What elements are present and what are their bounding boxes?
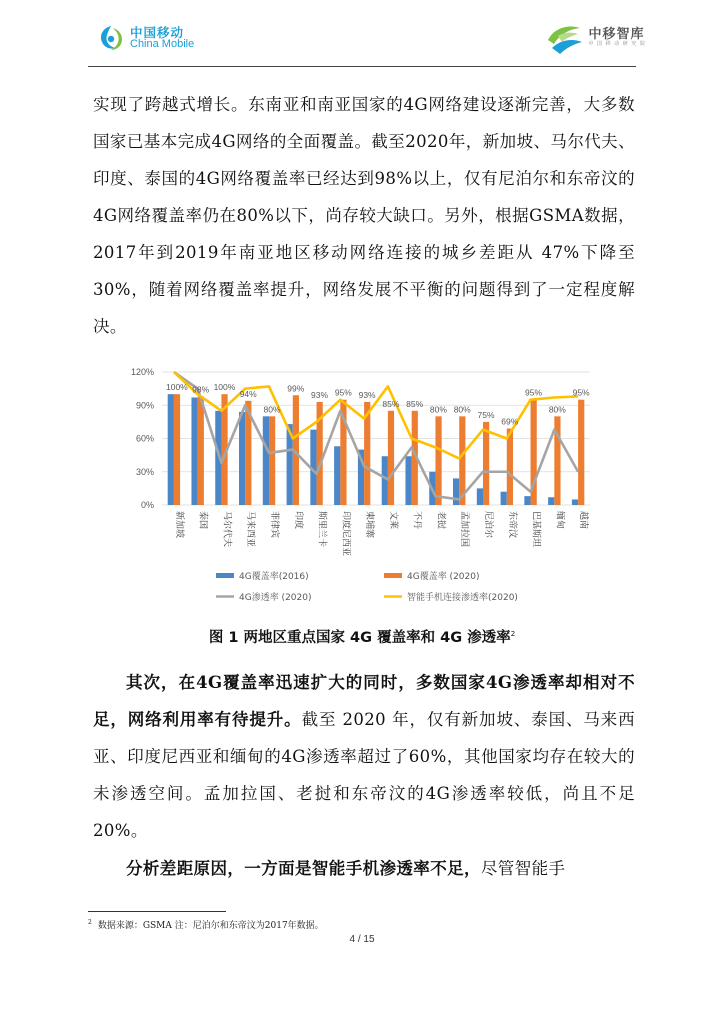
bar-4g-coverage-2020	[578, 400, 584, 505]
data-label: 80%	[548, 404, 566, 415]
bar-4g-coverage-2016	[405, 456, 411, 505]
data-label: 80%	[263, 404, 281, 415]
data-label: 94%	[239, 388, 257, 399]
china-mobile-logo-icon	[95, 22, 127, 54]
y-tick-label: 30%	[135, 466, 154, 477]
header-divider	[88, 66, 636, 67]
bar-4g-coverage-2016	[501, 492, 507, 505]
paragraph-3-bold-lead: 分析差距原因，一方面是智能手机渗透率不足，	[126, 859, 481, 878]
x-category-label: 印度尼西亚	[340, 511, 351, 557]
x-category-label: 马尔代夫	[221, 511, 232, 548]
figure-caption	[0, 626, 724, 647]
legend-label: 4G渗透率 (2020)	[239, 593, 312, 603]
data-label: 95%	[525, 387, 543, 398]
bar-4g-coverage-2016	[548, 497, 554, 505]
x-category-label: 巴基斯坦	[530, 511, 541, 548]
bar-4g-coverage-2020	[174, 394, 180, 505]
y-tick-label: 120%	[130, 367, 154, 377]
data-label: 93%	[358, 389, 376, 400]
x-category-label: 老挝	[435, 511, 446, 530]
page-number: 4 / 15	[349, 934, 375, 945]
footnote	[88, 918, 324, 931]
bar-4g-coverage-2016	[382, 456, 388, 505]
data-label: 80%	[453, 404, 471, 415]
footnote-number: 2	[88, 919, 92, 926]
body-paragraph-2	[93, 664, 635, 849]
bar-4g-coverage-2016	[191, 397, 197, 505]
y-tick-label: 90%	[135, 400, 154, 411]
cmri-think-tank-logo	[544, 20, 646, 56]
data-label: 100%	[213, 382, 236, 393]
data-label: 95%	[334, 387, 352, 398]
x-category-label: 不丹	[411, 511, 422, 530]
data-label: 75%	[477, 409, 495, 420]
data-label: 95%	[572, 387, 590, 398]
bar-4g-coverage-2016	[168, 394, 174, 505]
bar-4g-coverage-2020	[483, 422, 489, 505]
x-category-label: 印度	[292, 511, 303, 530]
legend-label: 4G覆盖率(2016)	[239, 572, 309, 582]
x-category-label: 柬埔寨	[364, 511, 375, 539]
x-category-label: 尼泊尔	[483, 511, 493, 539]
bar-4g-coverage-2016	[334, 446, 340, 505]
paragraph-2-body: 截至 2020 年，仅有新加坡、泰国、马来西亚、印度尼西亚和缅甸的4G渗透率超过了60%，其他国家均存在较大的未渗透空间。孟加拉国、老挝和东帝汶的4G渗透率较低，尚且不足20%。	[93, 710, 635, 840]
legend-swatch	[384, 573, 402, 578]
legend-swatch	[216, 573, 234, 578]
data-label: 99%	[287, 383, 305, 394]
x-category-label: 孟加拉国	[459, 511, 470, 548]
body-paragraph-1: 实现了跨越式增长。东南亚和南亚国家的4G网络建设逐渐完善，大多数国家已基本完成4G网络的全面覆盖。截至2020年，新加坡、马尔代夫、印度、泰国的4G网络覆盖率已经达到98%以上，仅有尼泊尔和东帝汶的4G网络覆盖率仍在80%以下，尚存较大缺口。另外，根据GSMA数据，2017年到2019年南亚地区移动网络连接的城乡差距从 47%下降至 30%，随着网络覆盖率提升，网络发展不平衡的问题得到了一定程度解决。	[93, 95, 635, 336]
data-label: 80%	[429, 404, 447, 415]
bar-4g-coverage-2020	[435, 416, 441, 505]
x-category-label: 泰国	[197, 511, 208, 530]
bar-4g-coverage-2020	[198, 396, 204, 505]
data-label: 98%	[192, 384, 210, 395]
x-category-label: 菲律宾	[269, 511, 279, 539]
data-label: 85%	[382, 398, 400, 409]
x-category-label: 马来西亚	[245, 511, 256, 548]
bar-4g-coverage-2016	[263, 416, 269, 505]
x-category-label: 缅甸	[554, 511, 565, 530]
china-mobile-logo-en: China Mobile	[130, 37, 195, 50]
bar-4g-coverage-2016	[239, 412, 245, 505]
y-tick-label: 0%	[140, 500, 154, 510]
legend-label: 智能手机连接渗透率(2020)	[407, 593, 518, 603]
data-label: 100%	[166, 382, 188, 393]
bar-4g-coverage-2016	[453, 478, 459, 505]
think-tank-logo-cn: 中移智库	[588, 27, 645, 43]
coverage-penetration-chart	[116, 362, 602, 614]
data-label: 93%	[311, 389, 329, 400]
china-mobile-logo	[95, 22, 194, 54]
x-category-label: 文莱	[387, 511, 398, 530]
footnote-text: 数据来源：GSMA 注：尼泊尔和东帝汶为2017年数据。	[97, 921, 324, 931]
figure-caption-footnote-ref: 2	[510, 630, 516, 639]
paragraph-3-body: 尽管智能手	[480, 859, 566, 878]
china-mobile-logo-cn: 中国移动	[130, 24, 185, 40]
figure-caption-text: 图 1 两地区重点国家 4G 覆盖率和 4G 渗透率	[208, 630, 511, 646]
data-label: 69%	[501, 416, 519, 427]
think-tank-logo-icon	[544, 20, 586, 56]
legend-label: 4G覆盖率 (2020)	[407, 572, 480, 582]
footnote-divider	[88, 911, 226, 912]
x-category-label: 东帝汶	[506, 511, 517, 539]
x-category-label: 斯里兰卡	[316, 511, 327, 548]
body-paragraph-3	[93, 850, 635, 887]
x-category-label: 越南	[578, 511, 589, 530]
bar-4g-coverage-2016	[524, 496, 530, 505]
data-label: 85%	[406, 398, 424, 409]
y-tick-label: 60%	[135, 433, 154, 444]
bar-4g-coverage-2016	[572, 499, 578, 505]
think-tank-logo-sub: 中 国 移 动 研 究 院	[588, 41, 646, 48]
bar-4g-coverage-2020	[388, 411, 394, 505]
bar-4g-coverage-2020	[507, 429, 513, 505]
bar-4g-coverage-2016	[477, 488, 483, 505]
x-category-label: 新加坡	[173, 511, 184, 539]
paragraph-2-bold-lead: 其次，在4G覆盖率迅速扩大的同时，多数国家4G渗透率却相对不足，网络利用率有待提升。	[93, 673, 635, 729]
bar-4g-coverage-2020	[269, 416, 275, 505]
